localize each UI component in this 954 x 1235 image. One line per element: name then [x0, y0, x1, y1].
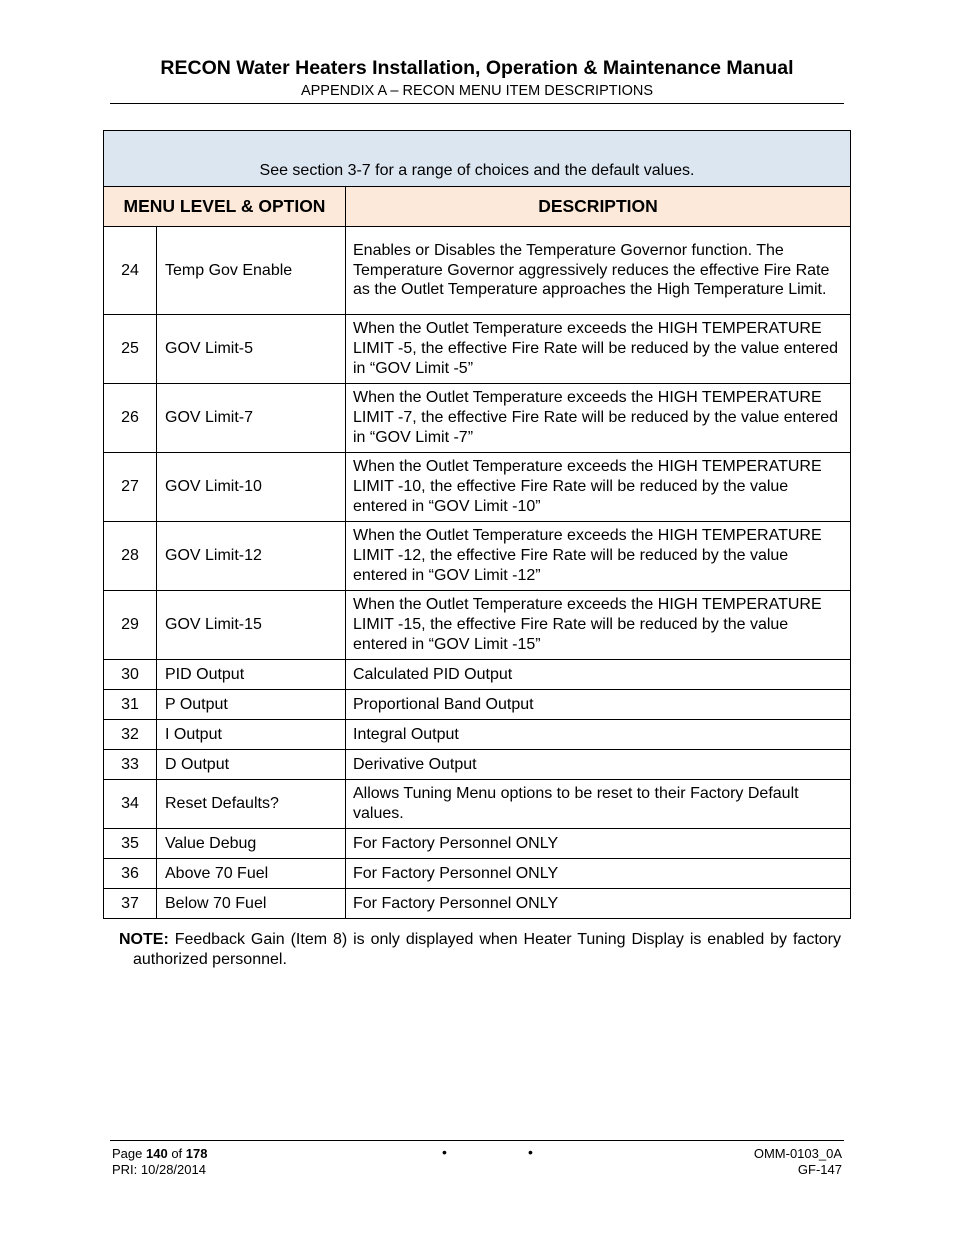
item-description: Enables or Disables the Temperature Governor function. The Temperature Governor aggressively reduces the effective Fire Rate as the Outlet Temperature approaches the High Temperature Limit. — [346, 227, 851, 315]
item-option: Below 70 Fuel — [157, 889, 346, 919]
table-row — [104, 750, 851, 780]
item-option: I Output — [157, 720, 346, 750]
item-description: When the Outlet Temperature exceeds the HIGH TEMPERATURE LIMIT -10, the effective Fire Rate will be reduced by the value entered in “GOV Limit -10” — [346, 453, 851, 522]
item-description: For Factory Personnel ONLY — [346, 859, 851, 889]
item-description: For Factory Personnel ONLY — [346, 889, 851, 919]
column-header-option: MENU LEVEL & OPTION — [104, 187, 346, 227]
table-row — [104, 780, 851, 829]
column-header-description: DESCRIPTION — [346, 187, 851, 227]
item-option: Temp Gov Enable — [157, 227, 346, 315]
item-number: 31 — [104, 690, 157, 720]
column-header-row — [104, 187, 851, 227]
item-option: PID Output — [157, 660, 346, 690]
item-number: 32 — [104, 720, 157, 750]
item-option: D Output — [157, 750, 346, 780]
footnote — [119, 930, 841, 969]
item-description: Allows Tuning Menu options to be reset to their Factory Default values. — [346, 780, 851, 829]
item-description: For Factory Personnel ONLY — [346, 829, 851, 859]
item-description: Derivative Output — [346, 750, 851, 780]
item-number: 33 — [104, 750, 157, 780]
form-number: GF-147 — [797, 1162, 842, 1177]
notice-row — [104, 131, 851, 187]
item-option: Reset Defaults? — [157, 780, 346, 829]
manual-title: RECON Water Heaters Installation, Operation & Maintenance Manual — [160, 57, 794, 79]
item-option: Above 70 Fuel — [157, 859, 346, 889]
item-number: 30 — [104, 660, 157, 690]
note-label: NOTE: — [119, 931, 169, 948]
item-number: 29 — [104, 591, 157, 660]
item-description: Integral Output — [346, 720, 851, 750]
item-number: 24 — [104, 227, 157, 315]
item-option: GOV Limit-5 — [157, 315, 346, 384]
item-number: 28 — [104, 522, 157, 591]
table-row — [104, 690, 851, 720]
footer-bullet: • — [442, 1144, 447, 1160]
page-number: Page 140 of 178 — [112, 1146, 208, 1161]
item-number: 27 — [104, 453, 157, 522]
document-number: OMM-0103_0A — [753, 1146, 842, 1161]
item-number: 26 — [104, 384, 157, 453]
page-header — [110, 56, 844, 101]
table-row — [104, 315, 851, 384]
table-row — [104, 453, 851, 522]
table-row — [104, 829, 851, 859]
item-option: GOV Limit-10 — [157, 453, 346, 522]
footer-left — [112, 1146, 208, 1178]
header-divider — [110, 103, 844, 104]
item-description: When the Outlet Temperature exceeds the HIGH TEMPERATURE LIMIT -15, the effective Fire Rate will be reduced by the value entered in “GOV Limit -15” — [346, 591, 851, 660]
note-text: Feedback Gain (Item 8) is only displayed when Heater Tuning Display is enabled by factory authorized personnel. — [133, 931, 841, 968]
item-description: Calculated PID Output — [346, 660, 851, 690]
item-option: GOV Limit-7 — [157, 384, 346, 453]
item-description: When the Outlet Temperature exceeds the HIGH TEMPERATURE LIMIT -12, the effective Fire Rate will be reduced by the value entered in “GOV Limit -12” — [346, 522, 851, 591]
item-option: Value Debug — [157, 829, 346, 859]
item-number: 36 — [104, 859, 157, 889]
notice-cell: See section 3-7 for a range of choices and the default values. — [104, 131, 851, 187]
footer-bullet: • — [528, 1144, 533, 1160]
table-row — [104, 384, 851, 453]
item-description: When the Outlet Temperature exceeds the HIGH TEMPERATURE LIMIT -5, the effective Fire Rate will be reduced by the value entered in “GOV Limit -5” — [346, 315, 851, 384]
item-number: 35 — [104, 829, 157, 859]
item-number: 34 — [104, 780, 157, 829]
table-row — [104, 591, 851, 660]
item-description: When the Outlet Temperature exceeds the HIGH TEMPERATURE LIMIT -7, the effective Fire Rate will be reduced by the value entered in “GOV Limit -7” — [346, 384, 851, 453]
item-number: 25 — [104, 315, 157, 384]
table-row — [104, 660, 851, 690]
pri-date: PRI: 10/28/2014 — [112, 1162, 206, 1177]
table-row — [104, 227, 851, 315]
table-row — [104, 889, 851, 919]
table-row — [104, 859, 851, 889]
menu-item-table — [103, 130, 851, 919]
item-option: GOV Limit-12 — [157, 522, 346, 591]
appendix-subtitle: APPENDIX A – RECON MENU ITEM DESCRIPTIONS — [300, 83, 654, 99]
item-description: Proportional Band Output — [346, 690, 851, 720]
item-number: 37 — [104, 889, 157, 919]
item-option: GOV Limit-15 — [157, 591, 346, 660]
table-row — [104, 522, 851, 591]
footer-divider — [110, 1140, 844, 1141]
table-row — [104, 720, 851, 750]
footer-right — [754, 1146, 842, 1178]
item-option: P Output — [157, 690, 346, 720]
